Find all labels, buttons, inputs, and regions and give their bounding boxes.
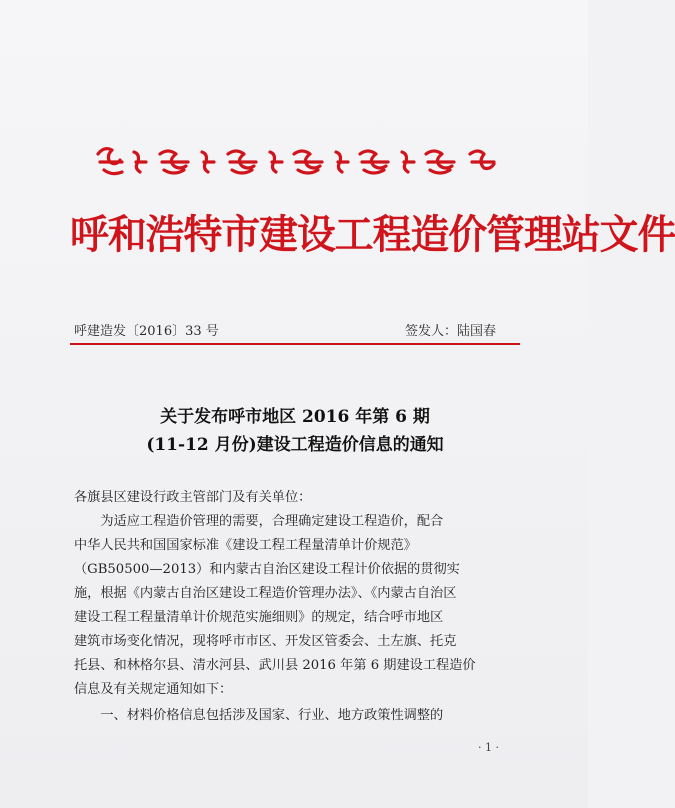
body-line: （GB50500—2013）和内蒙古自治区建设工程计价依据的贯彻实	[74, 562, 460, 577]
mongolian-script-logo	[90, 140, 500, 190]
mongolian-script-graphic	[90, 140, 500, 190]
body-line: 建筑市场变化情况，现将呼市市区、开发区管委会、土左旗、托克	[74, 634, 457, 649]
subject-line-2: (11-12 月份)建设工程造价信息的通知	[146, 435, 444, 455]
signer-line: 签发人：陆国春	[404, 324, 496, 339]
red-divider-line	[70, 343, 520, 345]
addressee-line: 各旗县区建设行政主管部门及有关单位：	[74, 490, 312, 505]
page-number: · 1 ·	[478, 741, 499, 754]
body-line: 建设工程工程量清单计价规范实施细则》的规定，结合呼市地区	[74, 610, 444, 625]
body-line: 托县、和林格尔县、清水河县、武川县 2016 年第 6 期建设工程造价	[74, 658, 476, 673]
body-line: 信息及有关规定通知如下：	[74, 682, 233, 697]
document-number: 呼建造发〔2016〕33 号	[74, 324, 219, 339]
body-line: 为适应工程造价管理的需要，合理确定建设工程造价，配合	[74, 514, 444, 529]
issuing-office-title: 呼和浩特市建设工程造价管理站文件	[70, 211, 675, 258]
body-line: 一、材料价格信息包括涉及国家、行业、地方政策性调整的	[74, 708, 444, 723]
body-line: 中华人民共和国国家标准《建设工程工程量清单计价规范》	[74, 538, 417, 553]
body-line: 施，根据《内蒙古自治区建设工程造价管理办法》、《内蒙古自治区	[74, 586, 457, 601]
subject-line-1: 关于发布呼市地区 2016 年第 6 期	[160, 407, 430, 427]
